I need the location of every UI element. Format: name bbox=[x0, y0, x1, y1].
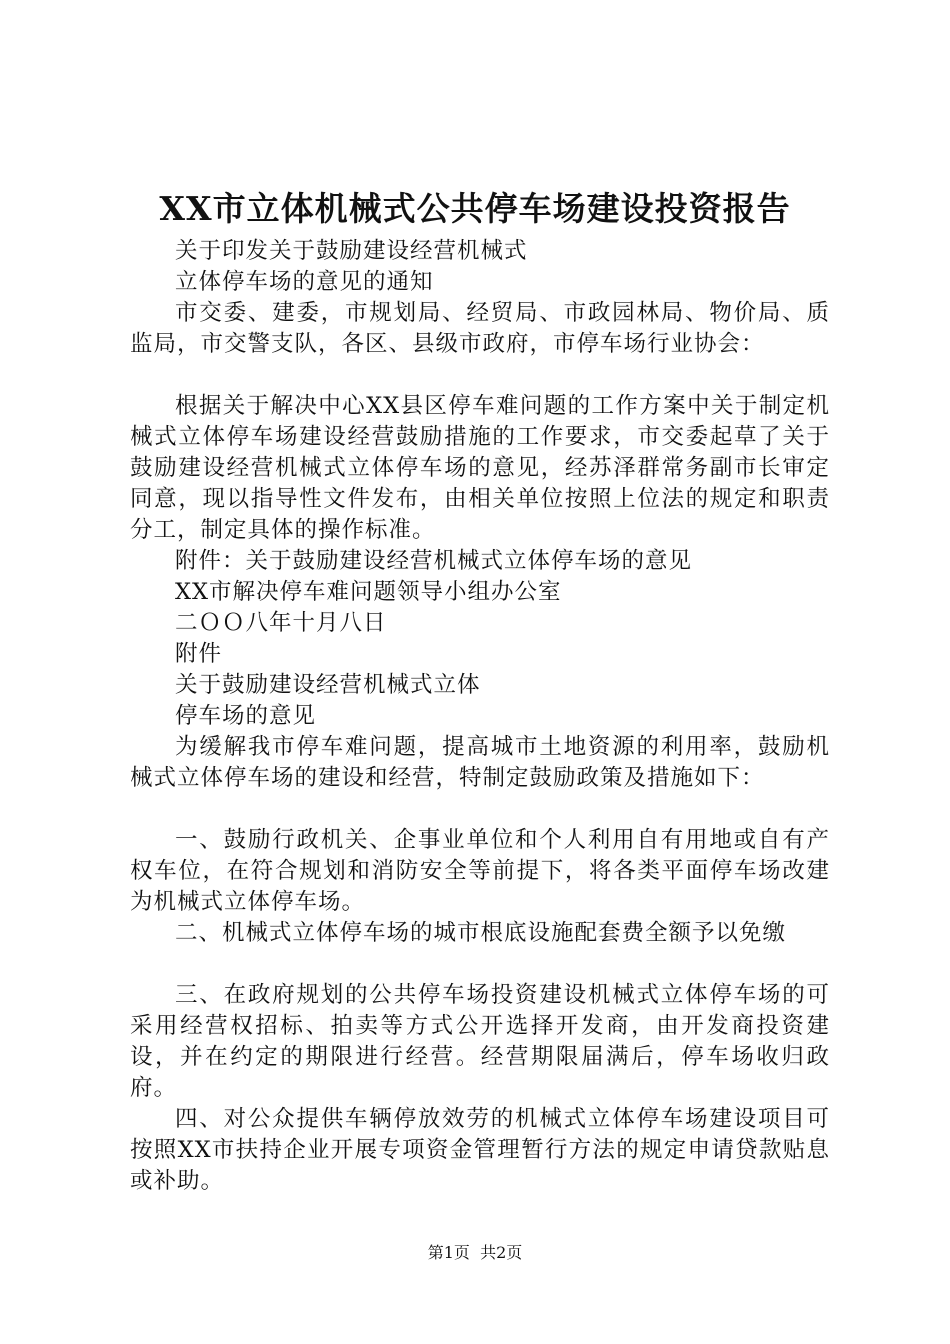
page-footer bbox=[0, 1242, 950, 1264]
paragraph: XX市解决停车难问题领导小组办公室 bbox=[175, 579, 562, 605]
paragraph: 二、机械式立体停车场的城市根底设施配套费全额予以免缴 bbox=[175, 920, 787, 946]
paragraph: 一、鼓励行政机关、企事业单位和个人利用自有用地或自有产权车位，在符合规划和消防安全等前提下，将各类平面停车场改建为机械式立体停车场。 bbox=[130, 827, 830, 915]
paragraph: 关于印发关于鼓励建设经营机械式 bbox=[175, 238, 528, 264]
paragraph: 四、对公众提供车辆停放效劳的机械式立体停车场建设项目可按照XX市扶持企业开展专项资金管理暂行方法的规定申请贷款贴息或补助。 bbox=[130, 1106, 830, 1194]
page-number: 第1页 bbox=[427, 1243, 470, 1262]
paragraph: 关于鼓励建设经营机械式立体 bbox=[175, 672, 481, 698]
paragraph: 附件：关于鼓励建设经营机械式立体停车场的意见 bbox=[175, 548, 693, 574]
document-title: XX市立体机械式公共停车场建设投资报告 bbox=[159, 189, 791, 228]
paragraph: 附件 bbox=[175, 641, 223, 667]
paragraph: 三、在政府规划的公共停车场投资建设机械式立体停车场的可采用经营权招标、拍卖等方式公开选择开发商，由开发商投资建设，并在约定的期限进行经营。经营期限届满后，停车场收归政府。 bbox=[130, 982, 830, 1101]
paragraph: 为缓解我市停车难问题，提高城市土地资源的利用率，鼓励机械式立体停车场的建设和经营，特制定鼓励政策及措施如下： bbox=[130, 734, 830, 791]
paragraph: 根据关于解决中心XX县区停车难问题的工作方案中关于制定机械式立体停车场建设经营鼓励措施的工作要求，市交委起草了关于鼓励建设经营机械式立体停车场的意见，经苏泽群常务副市长审定同意，现以指导性文件发布，由相关单位按照上位法的规定和职责分工，制定具体的操作标准。 bbox=[130, 393, 830, 543]
page-total: 共2页 bbox=[480, 1243, 523, 1262]
paragraph: 市交委、建委，市规划局、经贸局、市政园林局、物价局、质监局，市交警支队，各区、县级市政府，市停车场行业协会： bbox=[130, 300, 830, 357]
paragraph: 二ＯＯ八年十月八日 bbox=[175, 610, 387, 636]
document-body bbox=[130, 236, 830, 1197]
paragraph: 立体停车场的意见的通知 bbox=[175, 269, 434, 295]
paragraph: 停车场的意见 bbox=[175, 703, 317, 729]
